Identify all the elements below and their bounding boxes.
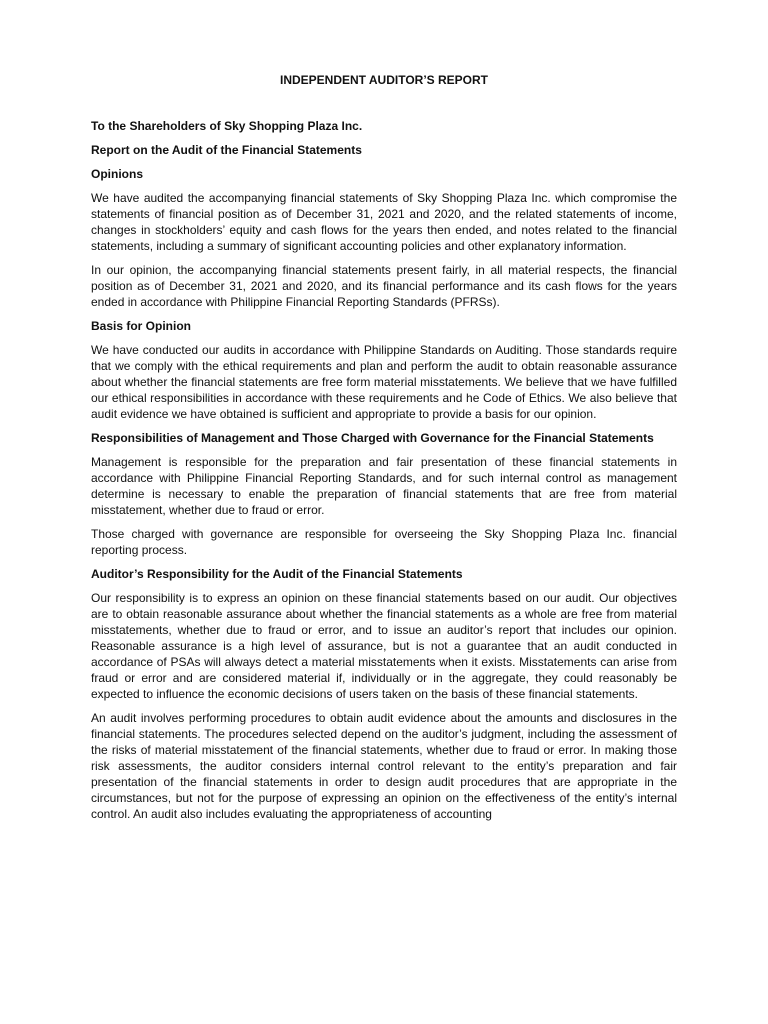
opinions-paragraph-2: In our opinion, the accompanying financial statements present fairly, in all material respects, the financial position as of December 31, 2021 and 2020, and its financial performance and its cash flows for the years ended in accordance with Philippine Financial Reporting Standards (PFRSs). [91, 263, 677, 309]
report-title: INDEPENDENT AUDITOR’S REPORT [279, 73, 489, 87]
report-heading: Report on the Audit of the Financial Statements [91, 143, 362, 157]
management-paragraph-1: Management is responsible for the preparation and fair presentation of these financial statements in accordance with Philippine Financial Reporting Standards, and for such internal control as management determine is necessary to enable the preparation of financial statements that are free from material misstatement, whether due to fraud or error. [91, 455, 677, 517]
section-heading-management-responsibilities: Responsibilities of Management and Those Charged with Governance for the Financial Statements [91, 431, 654, 445]
document-page [91, 72, 677, 830]
auditor-paragraph-1: Our responsibility is to express an opinion on these financial statements based on our audit. Our objectives are to obtain reasonable assurance about whether the financial statements as a whole are free from material misstatements, whether due to fraud or error, and to issue an auditor’s report that includes our opinion. Reasonable assurance is a high level of assurance, but is not a guarantee that an audit conducted in accordance of PSAs will always detect a material misstatements when it exists. Misstatements can arise from fraud or error and are considered material if, individually or in the aggregate, they could reasonably be expected to influence the economic decisions of users taken on the basis of these financial statements. [91, 591, 677, 701]
section-heading-opinions: Opinions [91, 167, 143, 181]
section-heading-auditor-responsibility: Auditor’s Responsibility for the Audit of the Financial Statements [91, 567, 463, 581]
auditor-paragraph-2: An audit involves performing procedures to obtain audit evidence about the amounts and disclosures in the financial statements. The procedures selected depend on the auditor’s judgment, including the assessment of the risks of material misstatement of the financial statements, whether due to fraud or error. In making those risk assessments, the auditor considers internal control relevant to the entity’s preparation and fair presentation of the financial statements in order to design audit procedures that are appropriate in the circumstances, but not for the purpose of expressing an opinion on the effectiveness of the entity’s internal control. An audit also includes evaluating the appropriateness of accounting [91, 711, 677, 821]
opinions-paragraph-1: We have audited the accompanying financial statements of Sky Shopping Plaza Inc. which compromise the statements of financial position as of December 31, 2021 and 2020, and the related statements of income, changes in stockholders’ equity and cash flows for the years then ended, and notes related to the financial statements, including a summary of significant accounting policies and other explanatory information. [91, 191, 677, 253]
management-paragraph-2: Those charged with governance are responsible for overseeing the Sky Shopping Plaza Inc. financial reporting process. [91, 527, 677, 557]
section-heading-basis-for-opinion: Basis for Opinion [91, 319, 192, 333]
addressee: To the Shareholders of Sky Shopping Plaza Inc. [91, 119, 363, 133]
basis-paragraph-1: We have conducted our audits in accordance with Philippine Standards on Auditing. Those standards require that we comply with the ethical requirements and plan and perform the audit to obtain reasonable assurance about whether the financial statements are free form material misstatements. We believe that we have fulfilled our ethical responsibilities in accordance with these requirements and he Code of Ethics. We also believe that audit evidence we have obtained is sufficient and appropriate to provide a basis for our opinion. [91, 343, 677, 421]
